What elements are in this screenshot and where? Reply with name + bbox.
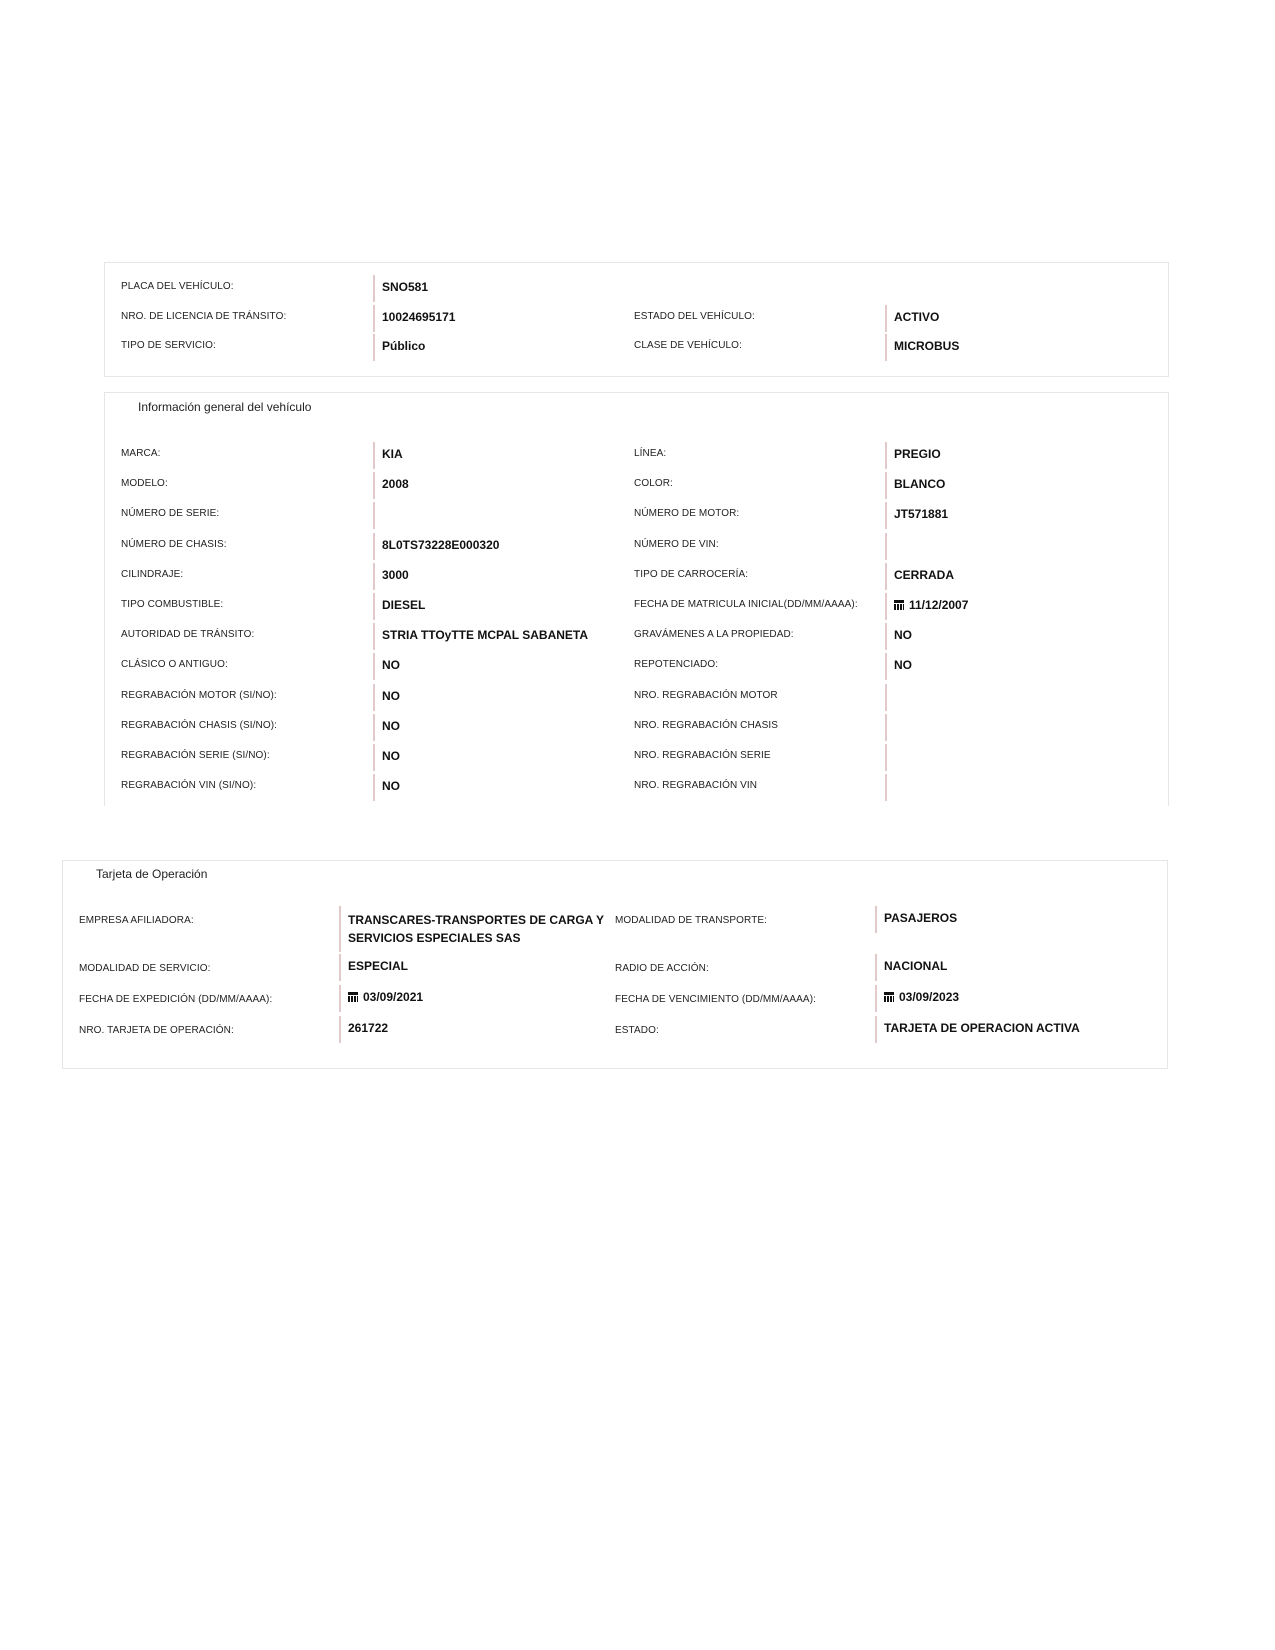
- general-value: [885, 744, 894, 771]
- general-value: NO: [373, 684, 400, 711]
- general-value: NO: [373, 774, 400, 801]
- general-value: [885, 714, 894, 741]
- modalidad-transporte-value: PASAJEROS: [875, 906, 957, 933]
- general-label: REGRABACIÓN SERIE (SI/NO):: [121, 750, 270, 761]
- general-value: 8L0TS73228E000320: [373, 533, 499, 560]
- general-value: CERRADA: [885, 563, 954, 590]
- radio-label: RADIO DE ACCIÓN:: [615, 963, 709, 974]
- estado-tarjeta-label: ESTADO:: [615, 1025, 659, 1036]
- general-label: MODELO:: [121, 478, 168, 489]
- general-label: REGRABACIÓN CHASIS (SI/NO):: [121, 720, 278, 731]
- general-value: KIA: [373, 442, 403, 469]
- general-value: [885, 684, 894, 711]
- servicio-value: Público: [373, 334, 425, 361]
- tarjeta-label: NRO. TARJETA DE OPERACIÓN:: [79, 1025, 234, 1036]
- servicio-label: TIPO DE SERVICIO:: [121, 340, 216, 351]
- general-label: NÚMERO DE SERIE:: [121, 508, 220, 519]
- general-value: PREGIO: [885, 442, 941, 469]
- general-label: GRAVÁMENES A LA PROPIEDAD:: [634, 629, 794, 640]
- estado-vehiculo-value: ACTIVO: [885, 305, 939, 332]
- general-value: NO: [373, 714, 400, 741]
- general-value: 2008: [373, 472, 409, 499]
- radio-value: NACIONAL: [875, 954, 947, 981]
- licencia-value: 10024695171: [373, 305, 455, 332]
- calendar-icon: [884, 992, 894, 1002]
- estado-tarjeta-value: TARJETA DE OPERACION ACTIVA: [875, 1016, 1080, 1043]
- vencimiento-value: [875, 985, 959, 1012]
- fecha-matricula-date: 11/12/2007: [909, 598, 969, 612]
- placa-value: SNO581: [373, 275, 428, 302]
- general-value: STRIA TTOyTTE MCPAL SABANETA: [373, 623, 588, 650]
- general-value: NO: [885, 623, 912, 650]
- general-value: 3000: [373, 563, 409, 590]
- general-label: NRO. REGRABACIÓN MOTOR: [634, 690, 778, 701]
- general-label: MARCA:: [121, 448, 161, 459]
- tarjeta-value: 261722: [339, 1016, 388, 1043]
- placa-label: PLACA DEL VEHÍCULO:: [121, 281, 234, 292]
- calendar-icon: [894, 600, 904, 610]
- general-label: COLOR:: [634, 478, 673, 489]
- calendar-icon: [348, 992, 358, 1002]
- general-label: CILINDRAJE:: [121, 569, 184, 580]
- licencia-label: NRO. DE LICENCIA DE TRÁNSITO:: [121, 311, 287, 322]
- general-section-title: Información general del vehículo: [138, 400, 312, 414]
- general-label: REGRABACIÓN MOTOR (SI/NO):: [121, 690, 277, 701]
- general-value: BLANCO: [885, 472, 945, 499]
- fecha-matricula-value: [885, 593, 968, 620]
- general-label: NRO. REGRABACIÓN SERIE: [634, 750, 771, 761]
- general-label: LÍNEA:: [634, 448, 667, 459]
- general-value: [373, 502, 382, 529]
- general-value: NO: [885, 653, 912, 680]
- operation-section-title: Tarjeta de Operación: [96, 867, 208, 881]
- vencimiento-date: 03/09/2023: [899, 990, 960, 1004]
- modalidad-transporte-label: MODALIDAD DE TRANSPORTE:: [615, 915, 768, 926]
- expedicion-date: 03/09/2021: [363, 990, 424, 1004]
- general-label: FECHA DE MATRICULA INICIAL(DD/MM/AAAA):: [634, 599, 858, 610]
- general-label: TIPO DE CARROCERÍA:: [634, 569, 749, 580]
- expedicion-value: [339, 985, 423, 1012]
- divider: [104, 376, 1169, 377]
- general-label: REGRABACIÓN VIN (SI/NO):: [121, 780, 257, 791]
- general-label: REPOTENCIADO:: [634, 659, 719, 670]
- general-label: NÚMERO DE MOTOR:: [634, 508, 740, 519]
- general-label: NRO. REGRABACIÓN CHASIS: [634, 720, 778, 731]
- general-label: TIPO COMBUSTIBLE:: [121, 599, 224, 610]
- modalidad-servicio-label: MODALIDAD DE SERVICIO:: [79, 963, 211, 974]
- general-label: NÚMERO DE CHASIS:: [121, 539, 227, 550]
- general-value: NO: [373, 744, 400, 771]
- general-value: DIESEL: [373, 593, 425, 620]
- estado-vehiculo-label: ESTADO DEL VEHÍCULO:: [634, 311, 755, 322]
- clase-label: CLASE DE VEHÍCULO:: [634, 340, 742, 351]
- modalidad-servicio-value: ESPECIAL: [339, 954, 408, 981]
- vencimiento-label: FECHA DE VENCIMIENTO (DD/MM/AAAA):: [615, 994, 817, 1005]
- empresa-label: EMPRESA AFILIADORA:: [79, 915, 194, 926]
- general-label: NÚMERO DE VIN:: [634, 539, 719, 550]
- general-label: AUTORIDAD DE TRÁNSITO:: [121, 629, 255, 640]
- general-value: [885, 774, 894, 801]
- general-value: JT571881: [885, 502, 948, 529]
- empresa-value: TRANSCARES-TRANSPORTES DE CARGA Y SERVICIOS ESPECIALES SAS: [339, 906, 609, 952]
- expedicion-label: FECHA DE EXPEDICIÓN (DD/MM/AAAA):: [79, 994, 273, 1005]
- clase-value: MICROBUS: [885, 334, 959, 361]
- general-label: CLÁSICO O ANTIGUO:: [121, 659, 228, 670]
- general-label: NRO. REGRABACIÓN VIN: [634, 780, 758, 791]
- general-value: [885, 533, 894, 560]
- general-value: NO: [373, 653, 400, 680]
